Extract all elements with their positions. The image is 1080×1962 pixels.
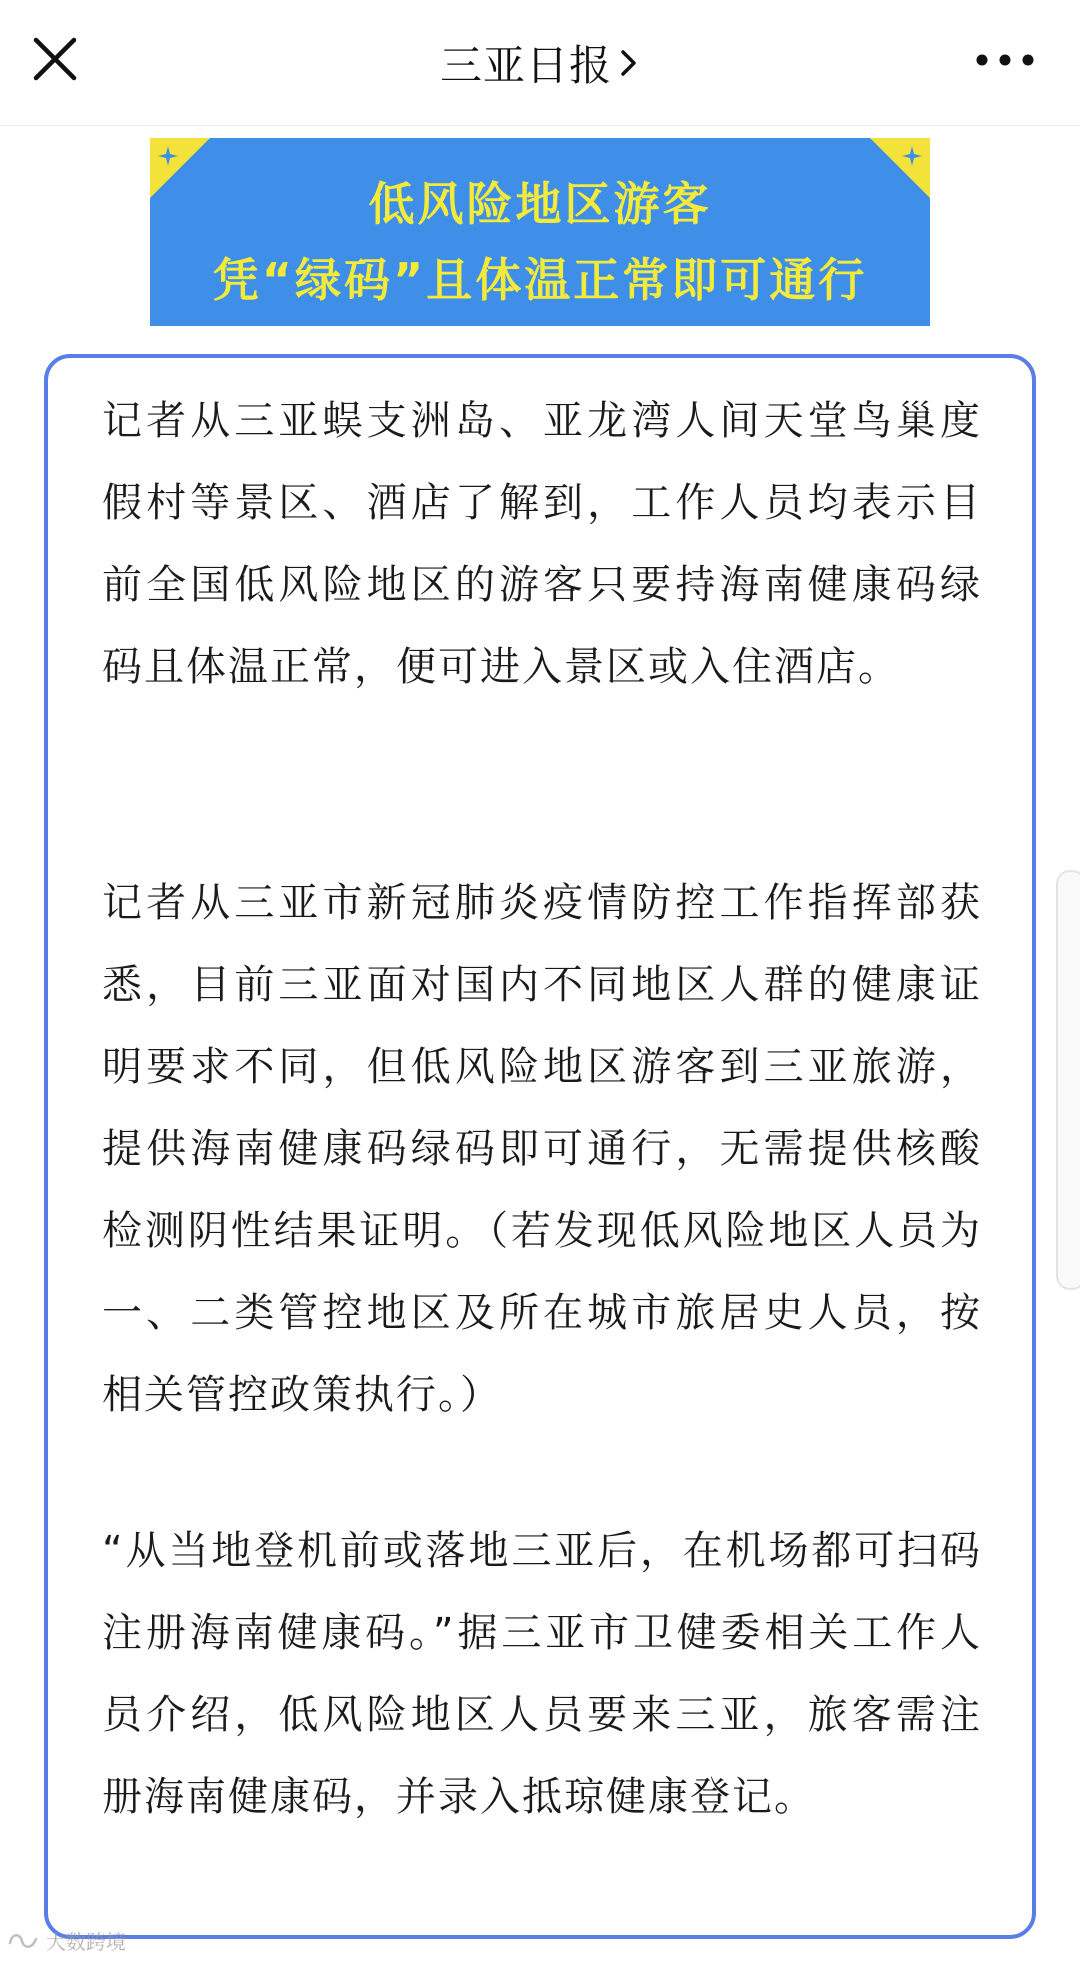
chevron-right-icon	[618, 46, 640, 80]
scroll-handle[interactable]	[1056, 870, 1080, 1290]
top-navigation-bar	[0, 0, 1080, 126]
banner-headline-line-1: 低风险地区游客	[368, 177, 712, 231]
watermark	[6, 1926, 126, 1955]
watermark-logo-icon	[6, 1929, 40, 1953]
article-paragraph: “从当地登机前或落地三亚后，在机场都可扫码注册海南健康码。”据三亚市卫健委相关工作人员介绍，低风险地区人员要来三亚，旅客需注册海南健康码，并录入抵琼健康登记。	[102, 1528, 982, 1820]
article-paragraph: 记者从三亚市新冠肺炎疫情防控工作指挥部获悉，目前三亚面对国内不同地区人群的健康证明要求不同，但低风险地区游客到三亚旅游，提供海南健康码绿码即可通行，无需提供核酸检测阴性结果证明。（若发现低风险地区人员为一、二类管控地区及所在城市旅居史人员，按相关管控政策执行。）	[102, 880, 982, 1418]
account-title-button[interactable]	[440, 33, 640, 93]
article-paragraph: 记者从三亚蜈支洲岛、亚龙湾人间天堂鸟巢度假村等景区、酒店了解到，工作人员均表示目前全国低风险地区的游客只要持海南健康码绿码且体温正常，便可进入景区或入住酒店。	[102, 398, 982, 690]
account-title: 三亚日报	[439, 41, 612, 90]
close-icon[interactable]	[26, 30, 84, 88]
headline-banner	[150, 138, 930, 326]
banner-headline-line-2: 凭“绿码”且体温正常即可通行	[212, 253, 868, 307]
watermark-text: 大数跨境	[46, 1930, 126, 1954]
more-icon[interactable]	[970, 40, 1040, 80]
